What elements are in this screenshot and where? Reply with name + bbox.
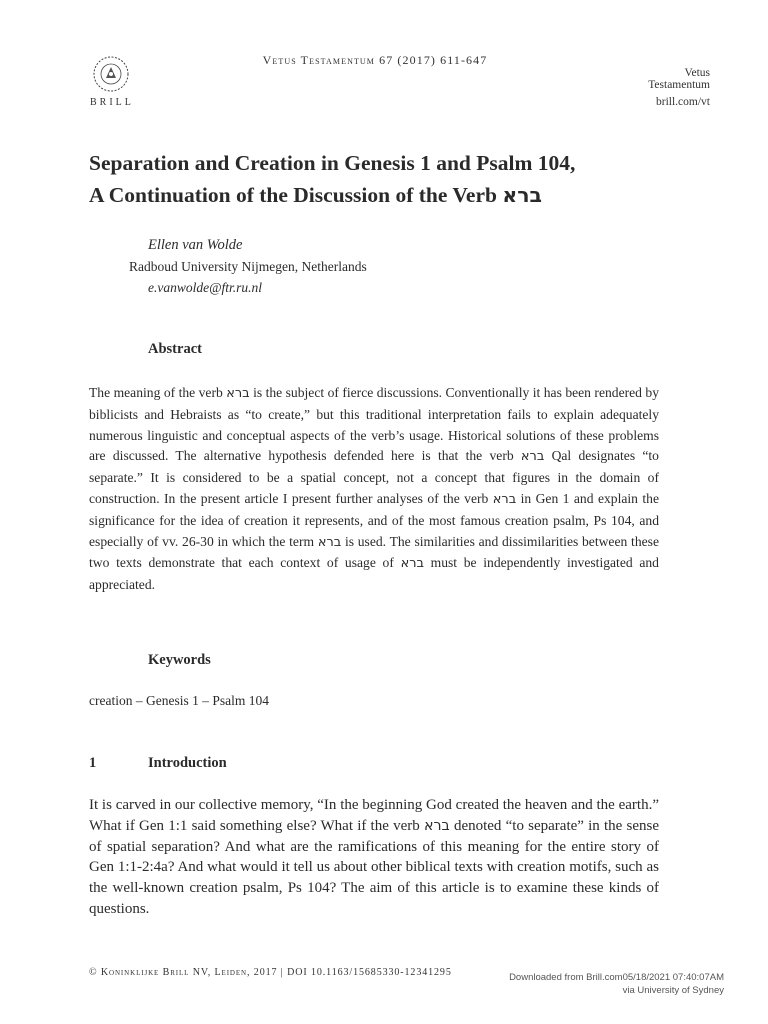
download-watermark xyxy=(509,971,724,997)
title-line1: Separation and Creation in Genesis 1 and Psalm 104, xyxy=(89,151,576,175)
publisher-name: BRILL xyxy=(90,97,134,108)
article-title xyxy=(89,147,689,211)
section-title: Introduction xyxy=(148,755,227,771)
brill-seal-logo-icon xyxy=(86,52,136,96)
introduction-paragraph: It is carved in our collective memory, “In the beginning God created the heaven and the earth.” What if Gen 1:1 said something else? What if the verb ברא denoted “to separate” in the sense of spatial separation? And what are the ramifications of this meaning for the entire story of Gen 1:1-2:4a? And what would it tell us about other biblical texts with creation motifs, such as the well-known creation psalm, Ps 104? The aim of this article is to examine these kinds of questions. xyxy=(89,797,660,917)
journal-url-link[interactable]: brill.com/vt xyxy=(656,96,710,108)
keywords-list: creation – Genesis 1 – Psalm 104 xyxy=(89,693,269,708)
copyright-doi-line: © Koninklijke Brill NV, Leiden, 2017 | DOI 10.1163/15685330-12341295 xyxy=(89,967,452,978)
download-line1: Downloaded from Brill.com05/18/2021 07:40:07AM xyxy=(509,972,724,983)
journal-name-line1: Vetus xyxy=(684,67,710,79)
abstract-body: The meaning of the verb ברא is the subject of fierce discussions. Conventionally it has been rendered by biblicists and Hebraists as “to create,” but this traditional interpretation fails to explain adequately numerous linguistic and conceptual aspects of the verb’s usage. Historical solutions of these problems are discussed. The alternative hypothesis defended here is that the verb ברא Qal designates “to separate.” It is considered to be a spatial concept, not a concept that figures in the domain of construction. In the present article I present further analyses of the verb ברא in Gen 1 and explain the significance for the idea of creation it represents, and of the most famous creation psalm, Ps 104, and especially of vv. 26-30 in which the term ברא is used. The similarities and dissimilarities between these two texts demonstrate that each context of usage of ברא must be independently investigated and appreciated. xyxy=(89,385,659,593)
journal-citation: Vetus Testamentum 67 (2017) 611-647 xyxy=(262,53,488,67)
author-name: Ellen van Wolde xyxy=(148,237,243,253)
author-affiliation: Radboud University Nijmegen, Netherlands xyxy=(129,259,367,274)
journal-name-line2: Testamentum xyxy=(648,79,710,91)
abstract-heading: Abstract xyxy=(148,341,202,357)
section-number: 1 xyxy=(89,755,97,771)
title-hebrew: ברא xyxy=(502,183,542,207)
journal-name-block xyxy=(648,67,710,108)
title-line2: A Continuation of the Discussion of the Verb ברא xyxy=(89,183,542,207)
keywords-heading: Keywords xyxy=(148,652,211,668)
download-line2: via University of Sydney xyxy=(622,985,724,996)
author-email-link[interactable]: e.vanwolde@ftr.ru.nl xyxy=(148,280,263,295)
